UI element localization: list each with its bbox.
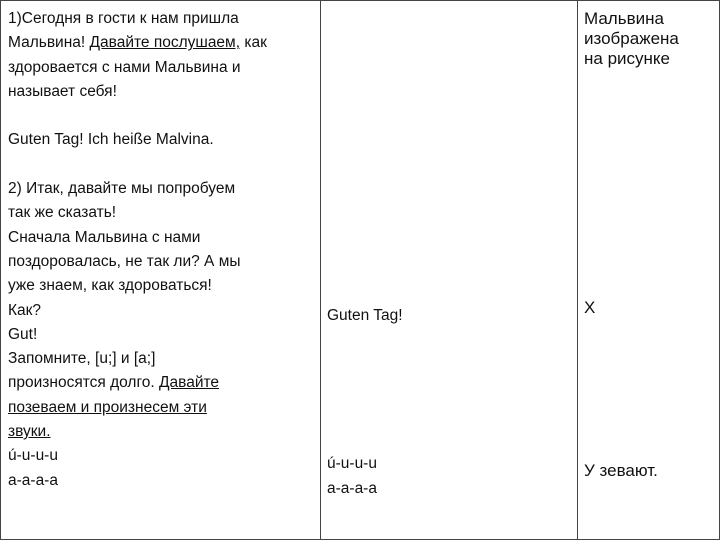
teacher-script-column bbox=[1, 1, 321, 539]
underlined-instruction: Давайте послушаем, bbox=[89, 34, 241, 52]
underlined-instruction: позеваем и произнесем эти bbox=[8, 398, 207, 416]
note-line: изображена bbox=[584, 29, 679, 48]
script-line: называет себя! bbox=[8, 82, 117, 100]
script-line: Gut! bbox=[8, 325, 38, 343]
script-line: Как? bbox=[8, 301, 42, 319]
x-mark: X bbox=[584, 298, 596, 317]
script-line: 1)Сегодня в гости к нам пришла bbox=[8, 10, 239, 27]
vowel-drill-a: a-a-a-a bbox=[8, 471, 58, 489]
student-response-column bbox=[321, 1, 578, 539]
teacher-script-text bbox=[8, 7, 267, 493]
script-line: произносятся долго. Давайте bbox=[8, 374, 220, 392]
script-line: Мальвина! Давайте послушаем, как bbox=[8, 34, 267, 52]
blank-line bbox=[8, 153, 267, 177]
note-line: Мальвина bbox=[584, 9, 664, 28]
script-line: Запомните, [u;] и [a;] bbox=[8, 350, 156, 368]
yawn-note: У зевают. bbox=[584, 461, 658, 480]
underlined-instruction: звуки. bbox=[8, 423, 51, 441]
german-greeting-line: Guten Tag! Ich heiße Malvina. bbox=[8, 131, 214, 149]
vowel-drill-a-response: a-a-a-a bbox=[327, 480, 377, 497]
script-line: уже знаем, как здороваться! bbox=[8, 277, 212, 295]
vowel-drill-u: ú-u-u-u bbox=[8, 447, 58, 465]
guten-tag-response: Guten Tag! bbox=[327, 307, 403, 324]
script-line: поздоровалась, не так ли? А мы bbox=[8, 252, 241, 270]
script-line: Сначала Мальвина с нами bbox=[8, 228, 201, 246]
notes-column bbox=[578, 1, 720, 539]
vowel-drill-u-response: ú-u-u-u bbox=[327, 455, 377, 472]
note-line: на рисунке bbox=[584, 49, 670, 68]
script-line: так же сказать! bbox=[8, 204, 117, 222]
blank-line bbox=[8, 104, 267, 128]
script-line: здоровается с нами Мальвина и bbox=[8, 58, 241, 76]
script-line: 2) Итак, давайте мы попробуем bbox=[8, 180, 236, 198]
underlined-instruction: Давайте bbox=[159, 374, 220, 392]
